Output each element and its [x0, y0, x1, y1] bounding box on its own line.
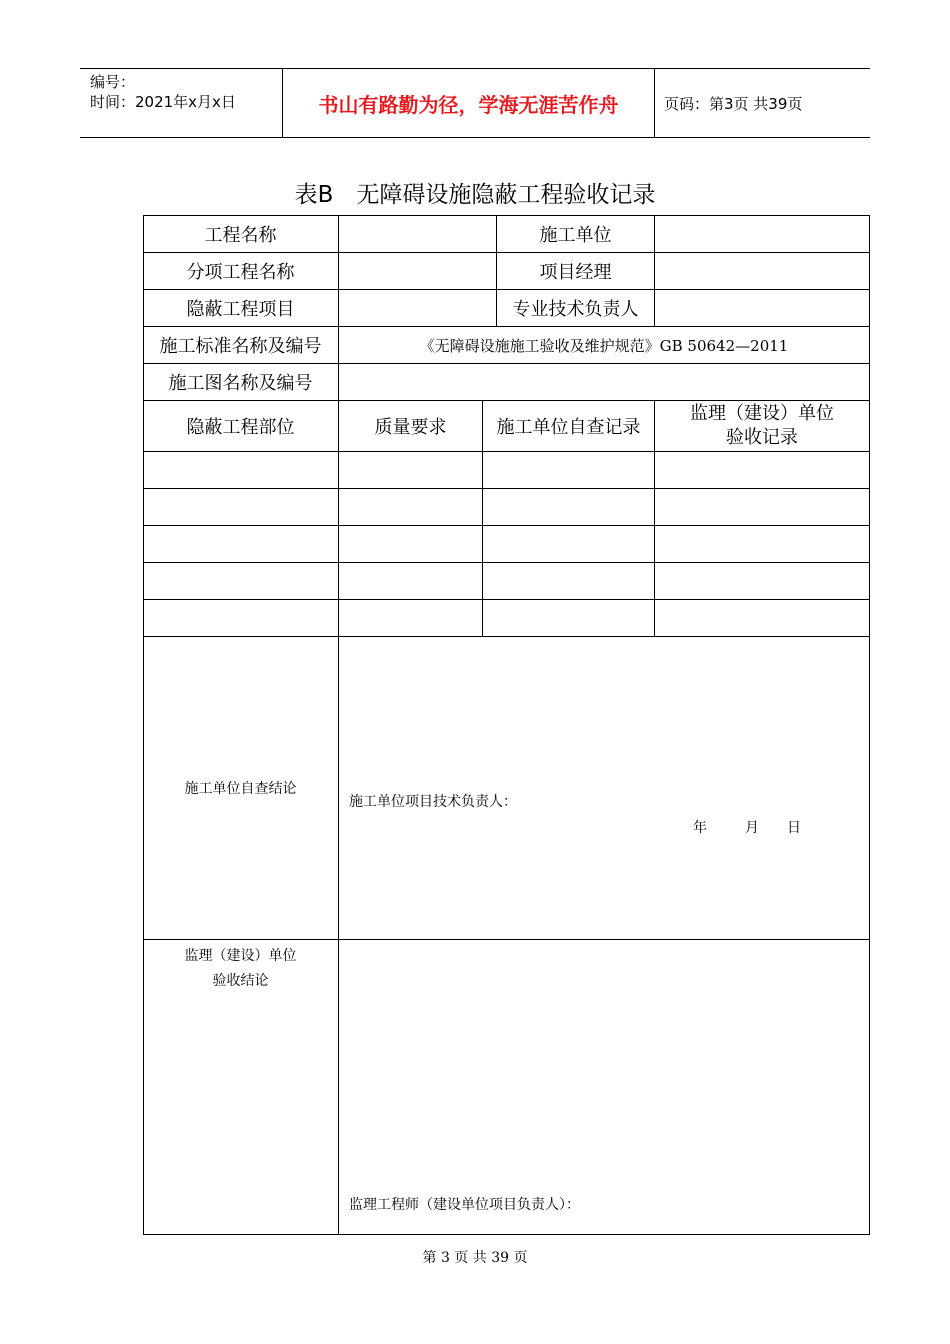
header-page-info: 页码：第3页 共39页 [664, 94, 803, 113]
table-row-1-part[interactable] [143, 452, 339, 489]
table-row-1-self-check[interactable] [483, 452, 655, 489]
project-name-label: 工程名称 [143, 215, 339, 253]
acceptance-record-table [143, 215, 870, 1235]
table-row-3-supervision[interactable] [655, 526, 870, 563]
table-row-4-self-check[interactable] [483, 563, 655, 600]
column-header-supervision-line1: 监理（建设）单位 [690, 403, 834, 424]
tech-lead-label: 专业技术负责人 [497, 290, 655, 327]
table-row-5-part[interactable] [143, 600, 339, 637]
drawing-label: 施工图名称及编号 [143, 364, 339, 401]
standard-label: 施工标准名称及编号 [143, 327, 339, 364]
column-header-supervision-line2: 验收记录 [726, 427, 798, 448]
table-row-4-quality[interactable] [339, 563, 483, 600]
table-row-3-quality[interactable] [339, 526, 483, 563]
project-manager-label: 项目经理 [497, 253, 655, 290]
page-header [80, 68, 870, 138]
table-row-3-part[interactable] [143, 526, 339, 563]
self-conclusion-area[interactable] [339, 637, 870, 940]
column-header-part: 隐蔽工程部位 [143, 401, 339, 452]
table-row-4-supervision[interactable] [655, 563, 870, 600]
table-row-4-part[interactable] [143, 563, 339, 600]
table-row-5-self-check[interactable] [483, 600, 655, 637]
project-name-value[interactable] [339, 215, 497, 253]
supervision-conclusion-label [143, 940, 339, 1235]
self-conclusion-label: 施工单位自查结论 [143, 637, 339, 940]
sub-project-name-label: 分项工程名称 [143, 253, 339, 290]
table-row-3-self-check[interactable] [483, 526, 655, 563]
supervision-conclusion-label-line2: 验收结论 [212, 973, 269, 989]
date-month: 月 [745, 820, 759, 836]
drawing-value[interactable] [339, 364, 870, 401]
supervision-conclusion-label-line1: 监理（建设）单位 [184, 948, 297, 964]
table-row-1-supervision[interactable] [655, 452, 870, 489]
date-year: 年 [693, 820, 707, 836]
number-label: 编号： [90, 73, 136, 91]
column-header-quality: 质量要求 [339, 401, 483, 452]
document-title: 表B 无障碍设施隐蔽工程验收记录 [294, 182, 656, 208]
standard-value: 《无障碍设施施工验收及维护规范》GB 50642—2011 [339, 327, 870, 364]
tech-lead-value[interactable] [655, 290, 870, 327]
time-label: 时间：2021年x月x日 [90, 93, 236, 111]
column-header-self-check: 施工单位自查记录 [483, 401, 655, 452]
date-day: 日 [787, 820, 801, 836]
supervision-signature-label: 监理工程师（建设单位项目负责人）： [349, 1197, 580, 1213]
project-manager-value[interactable] [655, 253, 870, 290]
table-row-2-part[interactable] [143, 489, 339, 526]
table-row-2-self-check[interactable] [483, 489, 655, 526]
header-meta [80, 69, 283, 137]
column-header-supervision [655, 401, 870, 452]
construction-unit-label: 施工单位 [497, 215, 655, 253]
supervision-conclusion-area[interactable] [339, 940, 870, 1235]
sub-project-name-value[interactable] [339, 253, 497, 290]
concealed-item-label: 隐蔽工程项目 [143, 290, 339, 327]
page-footer: 第 3 页 共 39 页 [422, 1250, 528, 1266]
self-signature-label: 施工单位项目技术负责人： [349, 794, 517, 810]
construction-unit-value[interactable] [655, 215, 870, 253]
header-slogan: 书山有路勤为径，学海无涯苦作舟 [283, 69, 655, 137]
concealed-item-value[interactable] [339, 290, 497, 327]
table-row-5-quality[interactable] [339, 600, 483, 637]
table-row-1-quality[interactable] [339, 452, 483, 489]
table-row-2-quality[interactable] [339, 489, 483, 526]
table-row-5-supervision[interactable] [655, 600, 870, 637]
table-row-2-supervision[interactable] [655, 489, 870, 526]
